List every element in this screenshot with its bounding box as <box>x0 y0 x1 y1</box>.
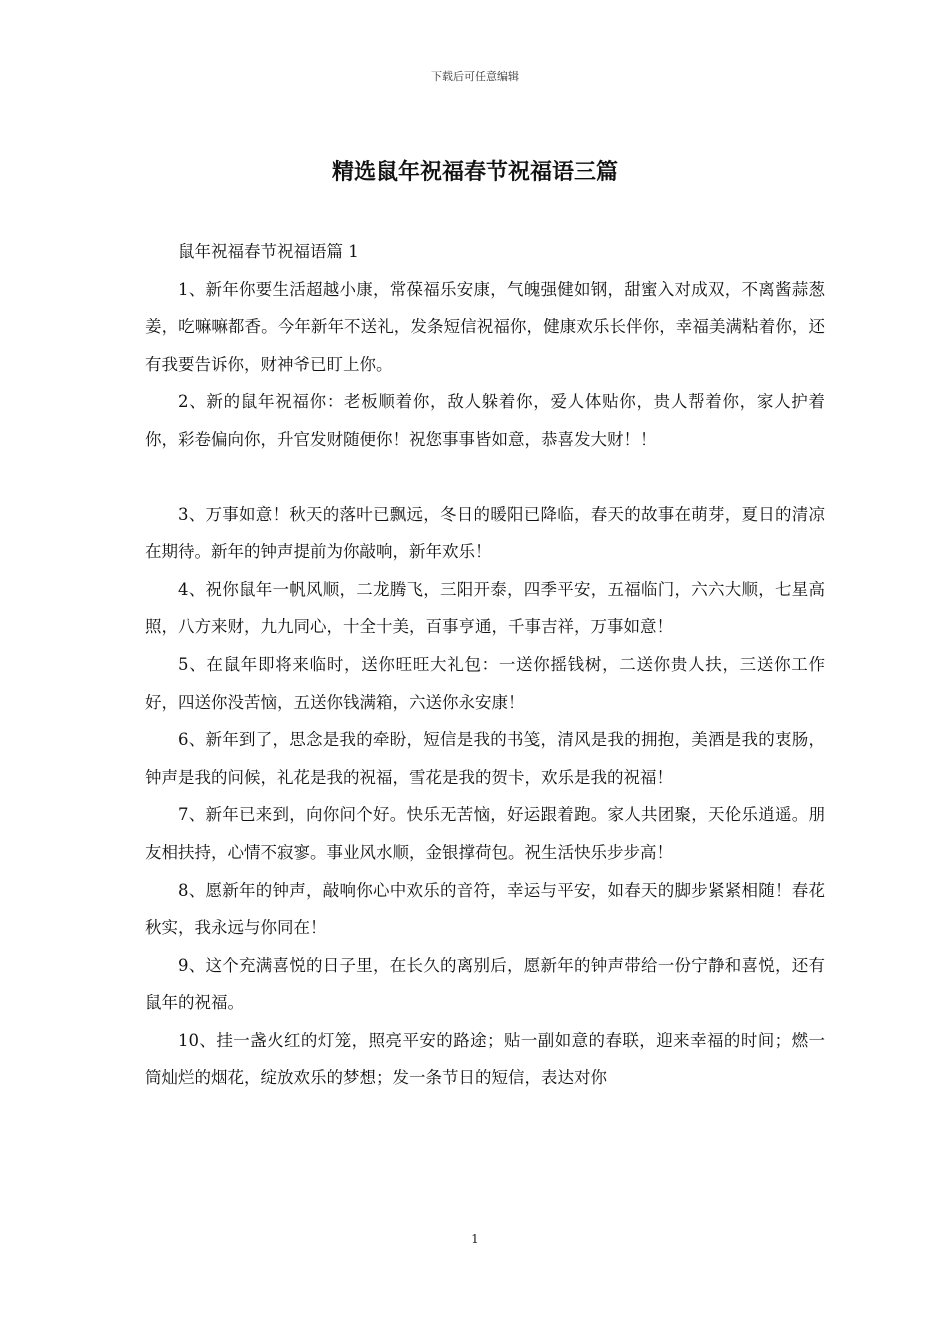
paragraph-1: 1、新年你要生活超越小康，常葆福乐安康，气魄强健如钢，甜蜜入对成双，不离酱蒜葱姜，吃嘛嘛都香。今年新年不送礼，发条短信祝福你，健康欢乐长伴你，幸福美满粘着你，还有我要告诉你，财神爷已盯上你。 <box>145 279 825 374</box>
paragraph-4: 4、祝你鼠年一帆风顺，二龙腾飞，三阳开泰，四季平安，五福临门，六六大顺，七星高照，八方来财，九九同心，十全十美，百事亨通，千事吉祥，万事如意！ <box>145 579 825 637</box>
paragraph-6: 6、新年到了，思念是我的牵盼，短信是我的书笺，清风是我的拥抱，美酒是我的衷肠，钟声是我的问候，礼花是我的祝福，雪花是我的贺卡，欢乐是我的祝福！ <box>145 730 825 787</box>
document-title: 精选鼠年祝福春节祝福语三篇 <box>331 159 618 185</box>
paragraph-7: 7、新年已来到，向你问个好。快乐无苦恼，好运跟着跑。家人共团聚，天伦乐逍遥。朋友相扶持，心情不寂寥。事业风水顺，金银撑荷包。祝生活快乐步步高！ <box>145 805 825 862</box>
paragraph-5: 5、在鼠年即将来临时，送你旺旺大礼包：一送你摇钱树，二送你贵人扶，三送你工作好，四送你没苦恼，五送你钱满箱，六送你永安康！ <box>145 654 825 712</box>
paragraph-3: 3、万事如意！秋天的落叶已飘远，冬日的暖阳已降临，春天的故事在萌芽，夏日的清凉在期待。新年的钟声提前为你敲响，新年欢乐！ <box>145 504 825 562</box>
paragraph-9: 9、这个充满喜悦的日子里，在长久的离别后，愿新年的钟声带给一份宁静和喜悦，还有鼠年的祝福。 <box>145 955 825 1013</box>
page-number: 1 <box>471 1232 479 1246</box>
header-note: 下载后可任意编辑 <box>431 70 519 83</box>
section-heading: 鼠年祝福春节祝福语篇 1 <box>178 242 359 261</box>
paragraph-2: 2、新的鼠年祝福你：老板顺着你，敌人躲着你，爱人体贴你，贵人帮着你，家人护着你，彩卷偏向你，升官发财随便你！祝您事事皆如意，恭喜发大财！！ <box>145 392 825 449</box>
document-body <box>145 233 825 1097</box>
paragraph-8: 8、愿新年的钟声，敲响你心中欢乐的音符，幸运与平安，如春天的脚步紧紧相随！春花秋实，我永远与你同在！ <box>145 880 825 938</box>
paragraph-10: 10、挂一盏火红的灯笼，照亮平安的路途；贴一副如意的春联，迎来幸福的时间；燃一筒灿烂的烟花，绽放欢乐的梦想；发一条节日的短信，表达对你 <box>145 1030 825 1088</box>
